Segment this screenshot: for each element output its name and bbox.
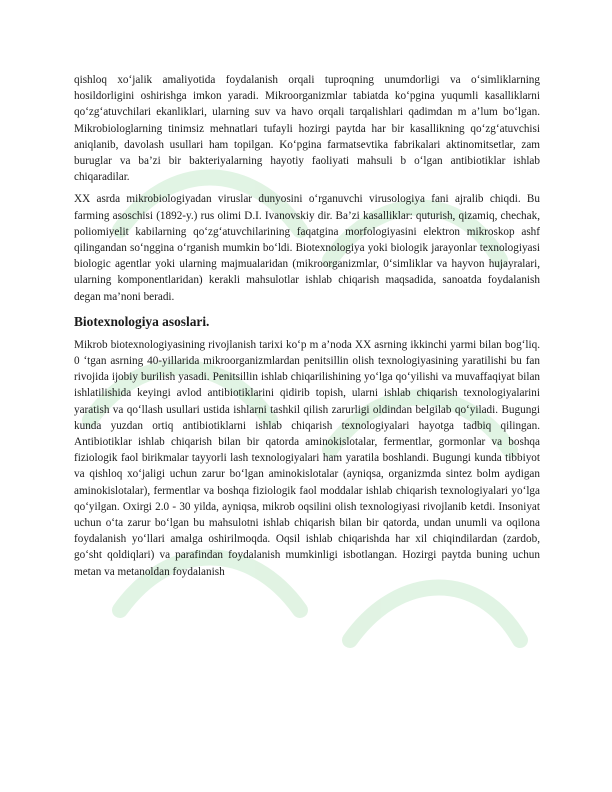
paragraph-1: qishloq xo‘jalik amaliyotida foydalanish orqali tuproqning unumdorligi va o‘simliklarning hosildorligini oshirishga imkon yaradi. Mikroorganizmlar tabiatda ko‘pgina yuqumli kasalliklarni qo‘zg‘atuvchilari ekanliklari, ularning suv va havo orqali tarqalishlari qadimdan m a’lum bo‘lgan. Mikrobiologlarning tinimsiz mehnatlari tufayli hozirgi paytda har bir kasallikning qo‘zg‘atuvchisi aniqlanib, davolash usullari ham topilgan. Ko‘pgina farmatsevtika fabrikalari aktinomitsetlar, zam buruglar va ba’zi bir bakteriyalarning hayotiy faoliyati mahsuli b o‘lgan antibiotiklar ishlab chiqaradilar. xyxy=(74,74,540,184)
document-page xyxy=(74,72,540,580)
watermark-stroke xyxy=(350,588,520,641)
section-heading: Biotexnologiya asoslari. xyxy=(74,313,210,329)
paragraph-2: XX asrda mikrobiologiyadan viruslar dunyosini o‘rganuvchi virusologiya fani ajralib chiqdi. Bu farming asoschisi (1892-y.) rus olimi D.I. Ivanovskiy dir. Ba’zi kasalliklar: quturish, qizamiq, chechak, poliomiyelit kabilarning qo‘zg‘atuvchilarining faqatgina morfologiyasini elektron mikroskop ashf qilingandan so‘nggina o‘rganish mumkin bo‘ldi. Biotexnologiya yoki biologik jarayonlar texnologiyasi biologic agentlar yoki ularning majmualaridan (mikroorganizmlar, 0‘simliklar va hayvon hujayralari, ularning komponentlaridan) kerakli mahsulotlar ishlab chiqarish maqsadida, sanoatda foydalanish degan ma’noni beradi. xyxy=(74,193,540,303)
paragraph-3: Mikrob biotexnologiyasining rivojlanish tarixi ko‘p m a’noda XX asrning ikkinchi yarmi bilan bog‘liq. 0 ‘tgan asrning 40-yillarida mikroorganizmlardan penitsillin olish texnologiyasining yaratilishi bu fan rivojida ijobiy burilish yasadi. Penitsillin ishlab chiqarilishining yo‘lga qo‘yilishi va muvaffaqiyat bilan ishlatilishida keyingi avlod antibiotiklarini qidirib topish, ularni ishlab chiqarish texnologiyalarini yaratish va qo‘llash usullari ustida ishlarni tashkil qilish zarurligi oldindan belgilab qo‘yiladi. Bugungi kunda yuzdan ortiq antibiotiklarni ishlab chiqarish texnologiyalari hayotga tadbiq qilingan. Antibiotiklar ishlab chiqarish bilan bir qatorda aminokislotalar, fermentlar, gormonlar va boshqa fiziologik faol birikmalar tayyorli lash texnologiyalari ham yaratila boshlandi. Bugungi kunda tibbiyot va qishloq xo‘jaligi uchun zarur bo‘lgan aminokislotalar (ayniqsa, organizmda sintez bolm aydigan aminokislotalar), fermentlar va boshqa fiziologik faol moddalar ishlab chiqarish texnologiyalari yo‘lga qo‘yilgan. Oxirgi 2.0 - 30 yilda, ayniqsa, mikrob oqsilini olish texnologiyasi rivojlanib ketdi. Insoniyat uchun o‘ta zarur bo‘lgan bu mahsulotni ishlab chiqarish bilan bir qatorda, undan unumli va oqilona foydalanish yo‘llari amalga oshirilmoqda. Oqsil ishlab chiqarishda har xil chiqindilardan (zardob, go‘sht qoldiqlari) va parafindan foydalanish mumkinligi isbotlangan. Hozirgi paytda buning uchun metan va metanoldan foydalanish xyxy=(74,338,540,578)
